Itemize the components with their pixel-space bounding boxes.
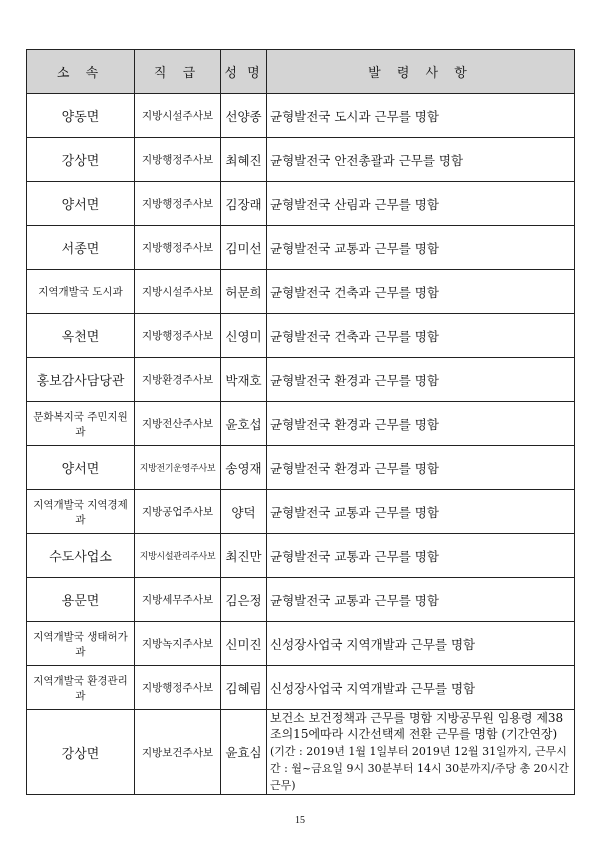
row-dept: 지역개발국 생태허가과 <box>27 622 135 666</box>
page-number: 15 <box>295 815 305 826</box>
row-rank: 지방환경주사보 <box>135 358 221 402</box>
row-dept: 지역개발국 환경관리과 <box>27 666 135 710</box>
table-row <box>27 94 575 138</box>
personnel-order-table <box>26 49 575 795</box>
row-order: 균형발전국 건축과 근무를 명함 <box>267 270 575 314</box>
row-name: 송영재 <box>221 446 267 490</box>
row-rank: 지방행정주사보 <box>135 666 221 710</box>
row-dept: 지역개발국 지역경제과 <box>27 490 135 534</box>
row-name: 박재호 <box>221 358 267 402</box>
row-dept: 용문면 <box>27 578 135 622</box>
row-rank: 지방시설주사보 <box>135 94 221 138</box>
row-order: 균형발전국 도시과 근무를 명함 <box>267 94 575 138</box>
row-name: 양덕 <box>221 490 267 534</box>
row-name: 김미선 <box>221 226 267 270</box>
row-order: 균형발전국 환경과 근무를 명함 <box>267 446 575 490</box>
row-order: 균형발전국 교통과 근무를 명함 <box>267 226 575 270</box>
row-dept: 강상면 <box>27 138 135 182</box>
row-dept: 양서면 <box>27 182 135 226</box>
table-row <box>27 578 575 622</box>
row-name: 김은정 <box>221 578 267 622</box>
row-dept: 지역개발국 도시과 <box>27 270 135 314</box>
row-order: 신성장사업국 지역개발과 근무를 명함 <box>267 666 575 710</box>
row-order: 신성장사업국 지역개발과 근무를 명함 <box>267 622 575 666</box>
table-row <box>27 622 575 666</box>
row-rank: 지방시설관리주사보 <box>135 534 221 578</box>
table-row <box>27 314 575 358</box>
row-dept: 옥천면 <box>27 314 135 358</box>
table-header-row <box>27 50 575 94</box>
row-name: 최혜진 <box>221 138 267 182</box>
row-rank: 지방보건주사보 <box>135 710 221 795</box>
table-row <box>27 666 575 710</box>
row-order: 균형발전국 교통과 근무를 명함 <box>267 490 575 534</box>
row-dept: 양서면 <box>27 446 135 490</box>
row-name: 선양종 <box>221 94 267 138</box>
header-name: 성 명 <box>221 50 267 94</box>
row-name: 윤호섭 <box>221 402 267 446</box>
row-dept: 수도사업소 <box>27 534 135 578</box>
row-rank: 지방공업주사보 <box>135 490 221 534</box>
table-row <box>27 138 575 182</box>
header-order: 발 령 사 항 <box>267 50 575 94</box>
row-order: 균형발전국 환경과 근무를 명함 <box>267 402 575 446</box>
row-rank: 지방행정주사보 <box>135 138 221 182</box>
table-row <box>27 226 575 270</box>
row-order: 균형발전국 교통과 근무를 명함 <box>267 578 575 622</box>
row-dept: 서종면 <box>27 226 135 270</box>
row-dept: 홍보감사담당관 <box>27 358 135 402</box>
header-dept: 소 속 <box>27 50 135 94</box>
table-row <box>27 358 575 402</box>
row-rank: 지방행정주사보 <box>135 182 221 226</box>
row-order: 균형발전국 산림과 근무를 명함 <box>267 182 575 226</box>
row-rank: 지방전산주사보 <box>135 402 221 446</box>
row-order: 균형발전국 안전총괄과 근무를 명함 <box>267 138 575 182</box>
row-dept: 강상면 <box>27 710 135 795</box>
table-row-last <box>27 710 575 795</box>
table-row <box>27 490 575 534</box>
table-row <box>27 446 575 490</box>
row-rank: 지방세무주사보 <box>135 578 221 622</box>
row-dept: 양동면 <box>27 94 135 138</box>
row-rank: 지방행정주사보 <box>135 314 221 358</box>
row-name: 허문희 <box>221 270 267 314</box>
row-order-main: 보건소 보건정책과 근무를 명함 지방공무원 임용령 제38조의15에따라 시간선택제 전환 근무를 명함 (기간연장) <box>270 711 564 741</box>
row-name: 김장래 <box>221 182 267 226</box>
row-dept: 문화복지국 주민지원과 <box>27 402 135 446</box>
table-row <box>27 402 575 446</box>
row-rank: 지방시설주사보 <box>135 270 221 314</box>
row-name: 신미진 <box>221 622 267 666</box>
table-row <box>27 270 575 314</box>
header-rank: 직 급 <box>135 50 221 94</box>
row-order: 균형발전국 건축과 근무를 명함 <box>267 314 575 358</box>
row-order-detail: (기간 : 2019년 1월 1일부터 2019년 12월 31일까지, 근무시간 : 월~금요일 9시 30분부터 14시 30분까지/주당 총 20시간 근무) <box>270 745 569 792</box>
table-body <box>27 94 575 795</box>
row-name: 신영미 <box>221 314 267 358</box>
row-rank: 지방녹지주사보 <box>135 622 221 666</box>
row-order: 균형발전국 교통과 근무를 명함 <box>267 534 575 578</box>
row-name: 최진만 <box>221 534 267 578</box>
table-row <box>27 534 575 578</box>
row-order: 균형발전국 환경과 근무를 명함 <box>267 358 575 402</box>
row-name: 윤효심 <box>221 710 267 795</box>
row-name: 김혜림 <box>221 666 267 710</box>
row-rank: 지방전기운영주사보 <box>135 446 221 490</box>
row-order <box>267 710 575 795</box>
row-rank: 지방행정주사보 <box>135 226 221 270</box>
table-row <box>27 182 575 226</box>
